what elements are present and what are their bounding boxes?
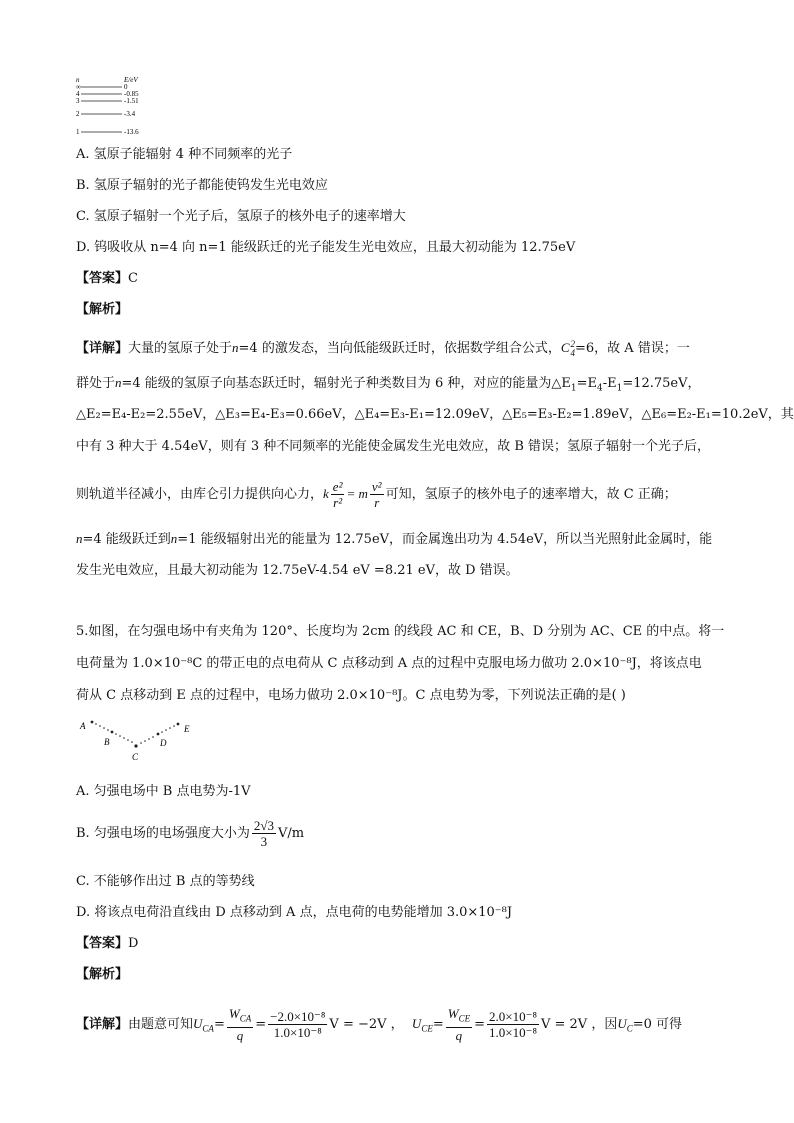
svg-text:-0.85: -0.85 — [124, 90, 139, 98]
q4-option-b: B. 氢原子辐射的光子都能使钨发生光电效应 — [76, 178, 328, 193]
q4-analysis-label: 【解析】 — [76, 302, 129, 317]
field-strength-fraction: $\frac{2√3}{3}$ — [253, 818, 274, 849]
q5-answer: 【答案】D — [76, 936, 139, 951]
q5-option-b: B. 匀强电场的电场强度大小为 $\frac{2√3}{3}$ V/m — [76, 818, 305, 849]
centripetal-fraction: $\frac{\text{v²}}{r}$ — [371, 479, 382, 510]
point-d-label: D — [160, 738, 167, 748]
level-1 — [76, 128, 139, 136]
svg-text:1: 1 — [76, 128, 80, 136]
work-ca-fraction: $\frac{W_{CA}}{q}$ — [228, 1006, 252, 1043]
work-ce-fraction: $\frac{W_{CE}}{q}$ — [447, 1006, 471, 1043]
q5-option-a: A. 匀强电场中 B 点电势为-1V — [76, 784, 251, 799]
level-3 — [76, 97, 139, 105]
point-a-label: A — [80, 721, 86, 731]
energy-level-diagram — [76, 76, 166, 138]
q4-detail-line-2: 群处于n=4 能级的氢原子向基态跃迁时，辐射光子种类数目为 6 种，对应的能量为$\triangle E_1=E_4-E_1=12.75eV$， — [76, 375, 701, 394]
q4-detail-line-7: 发生光电效应，且最大初动能为 12.75eV-4.54 eV =8.21 eV，故 D 错误。 — [76, 563, 519, 578]
q5-stem-line-1: 5.如图，在匀强电场中有夹角为 120°、长度均为 2cm 的线段 AC 和 CE，B、D 分别为 AC、CE 的中点。将一 — [76, 624, 725, 639]
q5-stem-line-3: 荷从 C 点移动到 E 点的过程中，电场力做功 2.0×10⁻⁸J。C 点电势为零，下列说法正确的是( ) — [76, 688, 626, 703]
q4-option-c: C. 氢原子辐射一个光子后，氢原子的核外电子的速率增大 — [76, 209, 406, 224]
point-e-label: E — [184, 724, 190, 734]
coulomb-fraction: $\frac{\text{e²}}{\text{r²}}$ — [332, 479, 343, 510]
svg-text:2: 2 — [76, 110, 80, 118]
q4-detail-line-3: △E₂=E₄-E₂=2.55eV，△E₃=E₄-E₃=0.66eV，△E₄=E₃-E₁=12.09eV，△E₅=E₃-E₂=1.89eV，△E₆=E₂-E₁=10.2eV，其 — [76, 407, 794, 422]
e-axis-header: E/eV — [124, 76, 138, 84]
combination-symbol: C 2 4 — [560, 339, 575, 359]
q4-detail-line-1: 【详解】大量的氢原子处于n=4 的激发态，当向低能级跃迁时，依据数学组合公式，C 2 4 =6，故 A 错误；一 — [76, 339, 690, 359]
answer-value: C — [128, 271, 138, 286]
point-c-label: C — [132, 752, 139, 762]
svg-text:-1.51: -1.51 — [124, 97, 139, 105]
q5-analysis-label: 【解析】 — [76, 967, 129, 982]
q5-stem-line-2: 电荷量为 1.0×10⁻⁸C 的带正电的点电荷从 C 点移动到 A 点的过程中克服电场力做功 2.0×10⁻⁸J，将该点电 — [76, 656, 702, 671]
q5-option-c: C. 不能够作出过 B 点的等势线 — [76, 874, 255, 889]
q5-option-d: D. 将该点电荷沿直线由 D 点移动到 A 点，点电荷的电势能增加 3.0×10⁻⁸J — [76, 905, 513, 920]
value-ce-fraction: $\frac{\text{2.0×10⁻⁸}}{\text{1.0×10⁻⁸}}$ — [489, 1009, 537, 1040]
point-b-label: B — [104, 737, 110, 747]
q4-detail-line-4: 中有 3 种大于 4.54eV，则有 3 种不同频率的光能使金属发生光电效应，故 B 错误；氢原子辐射一个光子后， — [76, 439, 711, 454]
level-inf — [76, 83, 128, 91]
answer-label: 【答案】 — [76, 271, 129, 286]
svg-text:3: 3 — [76, 97, 80, 105]
q4-option-a: A. 氢原子能辐射 4 种不同频率的光子 — [76, 147, 293, 162]
q5-detail-line-1: 【详解】由题意可知$U_{CA}=$ $\frac{W_{CA}}{q}$ = $\frac{\text{−2.0×10⁻⁸}}{\text{1.0×10⁻⁸}}$ V = −2V ， $U_{CE}=$ $\frac{W_{CE}}{q}$ = $\frac{\text{2.0×10⁻⁸}}{\text{1.0×10⁻⁸}}$ V = 2V ，因$U_C=0$ 可得 — [76, 1006, 683, 1043]
q4-detail-line-5: 则轨道半径减小，由库仑引力提供向心力，k $\frac{\text{e²}}{\text{r²}}$ = m $\frac{\text{v²}}{r}$ 可知，氢原子的核外电子的速率增大，故 C 正确； — [76, 479, 677, 510]
svg-text:-3.4: -3.4 — [124, 110, 136, 118]
svg-text:0: 0 — [124, 83, 128, 91]
q4-answer — [76, 270, 138, 288]
svg-text:∞: ∞ — [76, 83, 81, 91]
svg-text:4: 4 — [76, 90, 80, 98]
svg-text:-13.6: -13.6 — [124, 128, 139, 136]
value-ca-fraction: $\frac{\text{−2.0×10⁻⁸}}{\text{1.0×10⁻⁸}}$ — [270, 1009, 326, 1040]
q4-option-d: D. 钨吸收从 n=4 向 n=1 能级跃迁的光子能发生光电效应，且最大初动能为 12.75eV — [76, 240, 576, 255]
q4-detail-line-6: n=4 能级跃迁到n=1 能级辐射出光的能量为 12.75eV，而金属逸出功为 4.54eV，所以当光照射此金属时，能 — [76, 531, 713, 547]
level-2 — [76, 110, 136, 118]
n-axis-header: n — [76, 76, 80, 84]
q5-figure — [76, 715, 206, 765]
detail-label: 【详解】 — [76, 341, 129, 356]
